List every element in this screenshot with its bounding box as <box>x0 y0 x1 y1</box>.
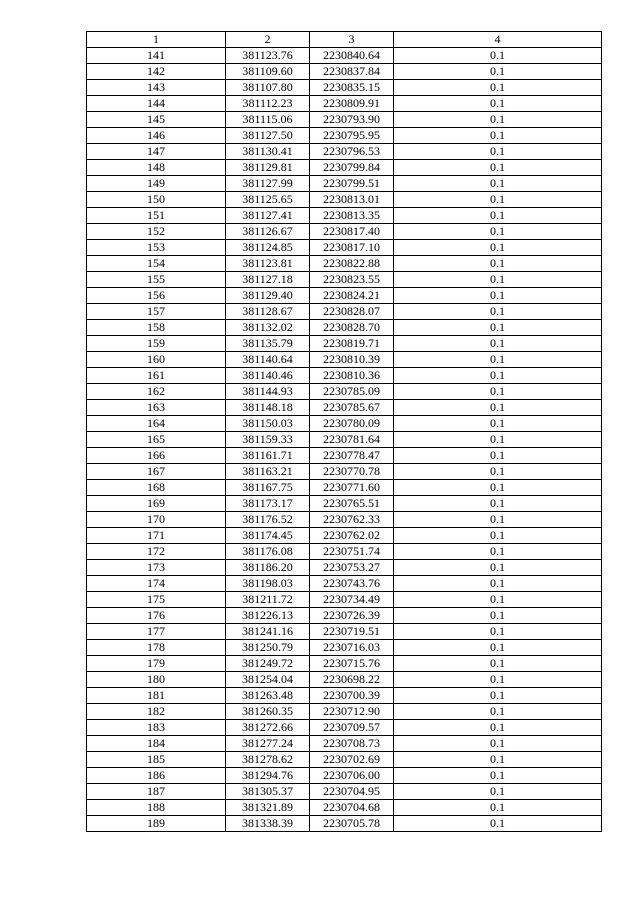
x-coordinate-cell: 381150.03 <box>226 416 310 432</box>
x-coordinate-cell: 381254.04 <box>226 672 310 688</box>
table-row <box>87 432 602 448</box>
x-coordinate-cell: 381305.37 <box>226 784 310 800</box>
x-coordinate-cell: 381109.60 <box>226 64 310 80</box>
table-row <box>87 352 602 368</box>
x-coordinate-cell: 381124.85 <box>226 240 310 256</box>
column-header-4: 4 <box>394 32 602 48</box>
table-row <box>87 800 602 816</box>
point-number-cell: 156 <box>87 288 226 304</box>
x-coordinate-cell: 381140.64 <box>226 352 310 368</box>
table-row <box>87 624 602 640</box>
point-number-cell: 171 <box>87 528 226 544</box>
y-coordinate-cell: 2230716.03 <box>310 640 394 656</box>
table-row <box>87 752 602 768</box>
table-row <box>87 592 602 608</box>
point-number-cell: 186 <box>87 768 226 784</box>
x-coordinate-cell: 381186.20 <box>226 560 310 576</box>
y-coordinate-cell: 2230706.00 <box>310 768 394 784</box>
table-row <box>87 304 602 320</box>
y-coordinate-cell: 2230828.70 <box>310 320 394 336</box>
x-coordinate-cell: 381277.24 <box>226 736 310 752</box>
value-cell: 0.1 <box>394 400 602 416</box>
point-number-cell: 157 <box>87 304 226 320</box>
x-coordinate-cell: 381241.16 <box>226 624 310 640</box>
value-cell: 0.1 <box>394 816 602 832</box>
x-coordinate-cell: 381148.18 <box>226 400 310 416</box>
value-cell: 0.1 <box>394 256 602 272</box>
table-row <box>87 672 602 688</box>
table-row <box>87 704 602 720</box>
y-coordinate-cell: 2230753.27 <box>310 560 394 576</box>
point-number-cell: 162 <box>87 384 226 400</box>
y-coordinate-cell: 2230702.69 <box>310 752 394 768</box>
y-coordinate-cell: 2230765.51 <box>310 496 394 512</box>
y-coordinate-cell: 2230828.07 <box>310 304 394 320</box>
y-coordinate-cell: 2230785.09 <box>310 384 394 400</box>
value-cell: 0.1 <box>394 336 602 352</box>
y-coordinate-cell: 2230781.64 <box>310 432 394 448</box>
y-coordinate-cell: 2230734.49 <box>310 592 394 608</box>
x-coordinate-cell: 381321.89 <box>226 800 310 816</box>
value-cell: 0.1 <box>394 224 602 240</box>
y-coordinate-cell: 2230840.64 <box>310 48 394 64</box>
value-cell: 0.1 <box>394 144 602 160</box>
value-cell: 0.1 <box>394 800 602 816</box>
value-cell: 0.1 <box>394 192 602 208</box>
point-number-cell: 165 <box>87 432 226 448</box>
point-number-cell: 180 <box>87 672 226 688</box>
value-cell: 0.1 <box>394 544 602 560</box>
point-number-cell: 170 <box>87 512 226 528</box>
x-coordinate-cell: 381126.67 <box>226 224 310 240</box>
x-coordinate-cell: 381263.48 <box>226 688 310 704</box>
table-row <box>87 272 602 288</box>
table-row <box>87 736 602 752</box>
table-row <box>87 96 602 112</box>
point-number-cell: 175 <box>87 592 226 608</box>
x-coordinate-cell: 381123.81 <box>226 256 310 272</box>
table-row <box>87 384 602 400</box>
point-number-cell: 167 <box>87 464 226 480</box>
value-cell: 0.1 <box>394 112 602 128</box>
value-cell: 0.1 <box>394 576 602 592</box>
table-row <box>87 256 602 272</box>
table-row <box>87 608 602 624</box>
x-coordinate-cell: 381260.35 <box>226 704 310 720</box>
x-coordinate-cell: 381127.18 <box>226 272 310 288</box>
y-coordinate-cell: 2230813.35 <box>310 208 394 224</box>
value-cell: 0.1 <box>394 304 602 320</box>
x-coordinate-cell: 381140.46 <box>226 368 310 384</box>
y-coordinate-cell: 2230822.88 <box>310 256 394 272</box>
table-row <box>87 560 602 576</box>
y-coordinate-cell: 2230751.74 <box>310 544 394 560</box>
y-coordinate-cell: 2230698.22 <box>310 672 394 688</box>
point-number-cell: 142 <box>87 64 226 80</box>
table-row <box>87 224 602 240</box>
value-cell: 0.1 <box>394 128 602 144</box>
x-coordinate-cell: 381272.66 <box>226 720 310 736</box>
y-coordinate-cell: 2230799.51 <box>310 176 394 192</box>
table-row <box>87 480 602 496</box>
point-number-cell: 173 <box>87 560 226 576</box>
point-number-cell: 159 <box>87 336 226 352</box>
value-cell: 0.1 <box>394 64 602 80</box>
y-coordinate-cell: 2230795.95 <box>310 128 394 144</box>
point-number-cell: 146 <box>87 128 226 144</box>
point-number-cell: 189 <box>87 816 226 832</box>
y-coordinate-cell: 2230712.90 <box>310 704 394 720</box>
point-number-cell: 152 <box>87 224 226 240</box>
y-coordinate-cell: 2230700.39 <box>310 688 394 704</box>
point-number-cell: 144 <box>87 96 226 112</box>
x-coordinate-cell: 381278.62 <box>226 752 310 768</box>
x-coordinate-cell: 381125.65 <box>226 192 310 208</box>
value-cell: 0.1 <box>394 176 602 192</box>
point-number-cell: 155 <box>87 272 226 288</box>
y-coordinate-cell: 2230709.57 <box>310 720 394 736</box>
table-row <box>87 720 602 736</box>
y-coordinate-cell: 2230743.76 <box>310 576 394 592</box>
value-cell: 0.1 <box>394 752 602 768</box>
coordinates-table <box>86 31 602 832</box>
point-number-cell: 177 <box>87 624 226 640</box>
value-cell: 0.1 <box>394 512 602 528</box>
value-cell: 0.1 <box>394 640 602 656</box>
y-coordinate-cell: 2230704.68 <box>310 800 394 816</box>
value-cell: 0.1 <box>394 352 602 368</box>
value-cell: 0.1 <box>394 480 602 496</box>
table-row <box>87 528 602 544</box>
table-row <box>87 688 602 704</box>
table-row <box>87 112 602 128</box>
table-row <box>87 128 602 144</box>
x-coordinate-cell: 381115.06 <box>226 112 310 128</box>
value-cell: 0.1 <box>394 736 602 752</box>
value-cell: 0.1 <box>394 592 602 608</box>
point-number-cell: 141 <box>87 48 226 64</box>
value-cell: 0.1 <box>394 688 602 704</box>
x-coordinate-cell: 381127.41 <box>226 208 310 224</box>
point-number-cell: 168 <box>87 480 226 496</box>
point-number-cell: 153 <box>87 240 226 256</box>
value-cell: 0.1 <box>394 608 602 624</box>
value-cell: 0.1 <box>394 768 602 784</box>
x-coordinate-cell: 381130.41 <box>226 144 310 160</box>
value-cell: 0.1 <box>394 80 602 96</box>
point-number-cell: 187 <box>87 784 226 800</box>
table-row <box>87 208 602 224</box>
x-coordinate-cell: 381159.33 <box>226 432 310 448</box>
value-cell: 0.1 <box>394 208 602 224</box>
table-row <box>87 784 602 800</box>
point-number-cell: 184 <box>87 736 226 752</box>
y-coordinate-cell: 2230819.71 <box>310 336 394 352</box>
y-coordinate-cell: 2230813.01 <box>310 192 394 208</box>
y-coordinate-cell: 2230810.39 <box>310 352 394 368</box>
x-coordinate-cell: 381129.40 <box>226 288 310 304</box>
point-number-cell: 169 <box>87 496 226 512</box>
table-row <box>87 448 602 464</box>
x-coordinate-cell: 381107.80 <box>226 80 310 96</box>
x-coordinate-cell: 381144.93 <box>226 384 310 400</box>
y-coordinate-cell: 2230796.53 <box>310 144 394 160</box>
x-coordinate-cell: 381161.71 <box>226 448 310 464</box>
point-number-cell: 148 <box>87 160 226 176</box>
point-number-cell: 164 <box>87 416 226 432</box>
y-coordinate-cell: 2230726.39 <box>310 608 394 624</box>
y-coordinate-cell: 2230715.76 <box>310 656 394 672</box>
value-cell: 0.1 <box>394 272 602 288</box>
x-coordinate-cell: 381174.45 <box>226 528 310 544</box>
table-row <box>87 64 602 80</box>
x-coordinate-cell: 381163.21 <box>226 464 310 480</box>
y-coordinate-cell: 2230810.36 <box>310 368 394 384</box>
y-coordinate-cell: 2230719.51 <box>310 624 394 640</box>
y-coordinate-cell: 2230824.21 <box>310 288 394 304</box>
y-coordinate-cell: 2230817.40 <box>310 224 394 240</box>
value-cell: 0.1 <box>394 704 602 720</box>
column-header-3: 3 <box>310 32 394 48</box>
x-coordinate-cell: 381173.17 <box>226 496 310 512</box>
y-coordinate-cell: 2230708.73 <box>310 736 394 752</box>
value-cell: 0.1 <box>394 464 602 480</box>
point-number-cell: 143 <box>87 80 226 96</box>
table-row <box>87 464 602 480</box>
table-row <box>87 496 602 512</box>
x-coordinate-cell: 381127.99 <box>226 176 310 192</box>
x-coordinate-cell: 381226.13 <box>226 608 310 624</box>
point-number-cell: 174 <box>87 576 226 592</box>
point-number-cell: 183 <box>87 720 226 736</box>
point-number-cell: 149 <box>87 176 226 192</box>
table-row <box>87 400 602 416</box>
table-row <box>87 80 602 96</box>
table-row <box>87 512 602 528</box>
point-number-cell: 179 <box>87 656 226 672</box>
x-coordinate-cell: 381135.79 <box>226 336 310 352</box>
table-row <box>87 656 602 672</box>
value-cell: 0.1 <box>394 416 602 432</box>
x-coordinate-cell: 381250.79 <box>226 640 310 656</box>
y-coordinate-cell: 2230799.84 <box>310 160 394 176</box>
y-coordinate-cell: 2230793.90 <box>310 112 394 128</box>
x-coordinate-cell: 381167.75 <box>226 480 310 496</box>
y-coordinate-cell: 2230809.91 <box>310 96 394 112</box>
y-coordinate-cell: 2230837.84 <box>310 64 394 80</box>
column-header-2: 2 <box>226 32 310 48</box>
y-coordinate-cell: 2230762.33 <box>310 512 394 528</box>
table-header <box>87 32 602 48</box>
point-number-cell: 182 <box>87 704 226 720</box>
y-coordinate-cell: 2230780.09 <box>310 416 394 432</box>
table-row <box>87 816 602 832</box>
point-number-cell: 150 <box>87 192 226 208</box>
x-coordinate-cell: 381128.67 <box>226 304 310 320</box>
x-coordinate-cell: 381338.39 <box>226 816 310 832</box>
x-coordinate-cell: 381129.81 <box>226 160 310 176</box>
table-row <box>87 576 602 592</box>
point-number-cell: 145 <box>87 112 226 128</box>
point-number-cell: 151 <box>87 208 226 224</box>
y-coordinate-cell: 2230778.47 <box>310 448 394 464</box>
x-coordinate-cell: 381127.50 <box>226 128 310 144</box>
table-row <box>87 320 602 336</box>
value-cell: 0.1 <box>394 528 602 544</box>
value-cell: 0.1 <box>394 448 602 464</box>
point-number-cell: 178 <box>87 640 226 656</box>
point-number-cell: 161 <box>87 368 226 384</box>
value-cell: 0.1 <box>394 784 602 800</box>
x-coordinate-cell: 381294.76 <box>226 768 310 784</box>
x-coordinate-cell: 381123.76 <box>226 48 310 64</box>
table-row <box>87 144 602 160</box>
x-coordinate-cell: 381132.02 <box>226 320 310 336</box>
point-number-cell: 181 <box>87 688 226 704</box>
y-coordinate-cell: 2230770.78 <box>310 464 394 480</box>
y-coordinate-cell: 2230835.15 <box>310 80 394 96</box>
table-row <box>87 640 602 656</box>
value-cell: 0.1 <box>394 368 602 384</box>
table-row <box>87 192 602 208</box>
value-cell: 0.1 <box>394 496 602 512</box>
y-coordinate-cell: 2230817.10 <box>310 240 394 256</box>
value-cell: 0.1 <box>394 240 602 256</box>
value-cell: 0.1 <box>394 672 602 688</box>
y-coordinate-cell: 2230704.95 <box>310 784 394 800</box>
value-cell: 0.1 <box>394 384 602 400</box>
table-row <box>87 240 602 256</box>
y-coordinate-cell: 2230762.02 <box>310 528 394 544</box>
point-number-cell: 185 <box>87 752 226 768</box>
value-cell: 0.1 <box>394 432 602 448</box>
value-cell: 0.1 <box>394 656 602 672</box>
y-coordinate-cell: 2230771.60 <box>310 480 394 496</box>
point-number-cell: 158 <box>87 320 226 336</box>
table-row <box>87 160 602 176</box>
y-coordinate-cell: 2230705.78 <box>310 816 394 832</box>
table-row <box>87 768 602 784</box>
x-coordinate-cell: 381249.72 <box>226 656 310 672</box>
x-coordinate-cell: 381211.72 <box>226 592 310 608</box>
table-row <box>87 176 602 192</box>
table-body <box>87 48 602 832</box>
y-coordinate-cell: 2230823.55 <box>310 272 394 288</box>
point-number-cell: 176 <box>87 608 226 624</box>
point-number-cell: 166 <box>87 448 226 464</box>
value-cell: 0.1 <box>394 320 602 336</box>
header-row <box>87 32 602 48</box>
table-row <box>87 336 602 352</box>
x-coordinate-cell: 381176.52 <box>226 512 310 528</box>
table-row <box>87 368 602 384</box>
table-row <box>87 48 602 64</box>
value-cell: 0.1 <box>394 560 602 576</box>
value-cell: 0.1 <box>394 160 602 176</box>
x-coordinate-cell: 381176.08 <box>226 544 310 560</box>
table-row <box>87 544 602 560</box>
point-number-cell: 147 <box>87 144 226 160</box>
point-number-cell: 188 <box>87 800 226 816</box>
x-coordinate-cell: 381198.03 <box>226 576 310 592</box>
y-coordinate-cell: 2230785.67 <box>310 400 394 416</box>
point-number-cell: 172 <box>87 544 226 560</box>
point-number-cell: 154 <box>87 256 226 272</box>
table-row <box>87 416 602 432</box>
x-coordinate-cell: 381112.23 <box>226 96 310 112</box>
table-row <box>87 288 602 304</box>
value-cell: 0.1 <box>394 48 602 64</box>
value-cell: 0.1 <box>394 624 602 640</box>
column-header-1: 1 <box>87 32 226 48</box>
value-cell: 0.1 <box>394 288 602 304</box>
value-cell: 0.1 <box>394 720 602 736</box>
point-number-cell: 160 <box>87 352 226 368</box>
value-cell: 0.1 <box>394 96 602 112</box>
point-number-cell: 163 <box>87 400 226 416</box>
